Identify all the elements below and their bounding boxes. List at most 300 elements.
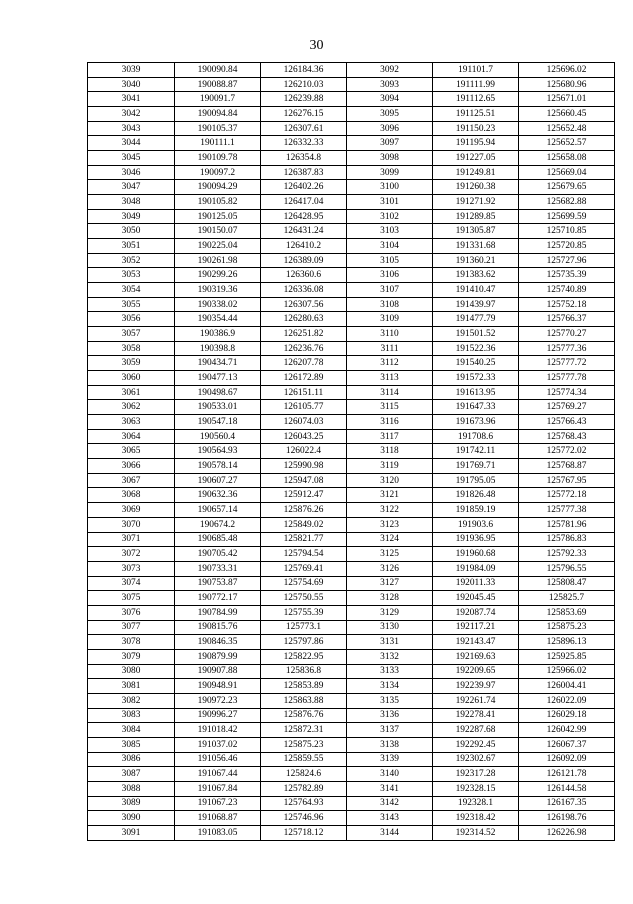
point-number-cell: 3071 [88,532,175,547]
point-number-cell: 3047 [88,180,175,195]
x-coordinate-cell: 191227.05 [433,151,519,166]
x-coordinate-cell: 192328.1 [433,796,519,811]
point-number-cell: 3056 [88,312,175,327]
x-coordinate-cell: 191795.05 [433,473,519,488]
y-coordinate-cell: 126151.11 [261,385,347,400]
x-coordinate-cell: 190088.87 [175,77,261,92]
y-coordinate-cell: 125824.6 [261,767,347,782]
point-number-cell: 3087 [88,767,175,782]
point-number-cell: 3142 [347,796,433,811]
x-coordinate-cell: 191305.87 [433,224,519,239]
x-coordinate-cell: 191477.79 [433,312,519,327]
y-coordinate-cell: 125658.08 [519,151,615,166]
x-coordinate-cell: 191150.23 [433,121,519,136]
point-number-cell: 3070 [88,517,175,532]
point-number-cell: 3063 [88,415,175,430]
x-coordinate-cell: 192045.45 [433,591,519,606]
table-row [88,723,615,738]
point-number-cell: 3072 [88,547,175,562]
table-row [88,297,615,312]
y-coordinate-cell: 126410.2 [261,239,347,254]
point-number-cell: 3045 [88,151,175,166]
coordinates-table-body [88,63,615,841]
y-coordinate-cell: 126092.09 [519,752,615,767]
y-coordinate-cell: 125772.18 [519,488,615,503]
table-row [88,224,615,239]
point-number-cell: 3098 [347,151,433,166]
y-coordinate-cell: 125660.45 [519,107,615,122]
x-coordinate-cell: 191383.62 [433,268,519,283]
table-row [88,781,615,796]
y-coordinate-cell: 125797.86 [261,635,347,650]
x-coordinate-cell: 190091.7 [175,92,261,107]
x-coordinate-cell: 191101.7 [433,63,519,78]
y-coordinate-cell: 126022.09 [519,693,615,708]
table-row [88,92,615,107]
point-number-cell: 3058 [88,341,175,356]
y-coordinate-cell: 126332.33 [261,136,347,151]
table-row [88,635,615,650]
x-coordinate-cell: 190674.2 [175,517,261,532]
x-coordinate-cell: 191360.21 [433,253,519,268]
point-number-cell: 3103 [347,224,433,239]
point-number-cell: 3055 [88,297,175,312]
y-coordinate-cell: 125876.26 [261,503,347,518]
point-number-cell: 3043 [88,121,175,136]
y-coordinate-cell: 126251.82 [261,327,347,342]
point-number-cell: 3141 [347,781,433,796]
y-coordinate-cell: 126172.89 [261,371,347,386]
table-row [88,649,615,664]
y-coordinate-cell: 126389.09 [261,253,347,268]
point-number-cell: 3066 [88,459,175,474]
x-coordinate-cell: 192169.63 [433,649,519,664]
y-coordinate-cell: 125853.69 [519,605,615,620]
point-number-cell: 3118 [347,444,433,459]
point-number-cell: 3120 [347,473,433,488]
point-number-cell: 3089 [88,796,175,811]
y-coordinate-cell: 126144.58 [519,781,615,796]
table-row [88,63,615,78]
x-coordinate-cell: 190354.44 [175,312,261,327]
x-coordinate-cell: 192318.42 [433,811,519,826]
point-number-cell: 3135 [347,693,433,708]
point-number-cell: 3126 [347,561,433,576]
y-coordinate-cell: 125821.77 [261,532,347,547]
table-row [88,341,615,356]
y-coordinate-cell: 126043.25 [261,429,347,444]
y-coordinate-cell: 125682.88 [519,195,615,210]
x-coordinate-cell: 191859.19 [433,503,519,518]
table-row [88,459,615,474]
x-coordinate-cell: 190907.88 [175,664,261,679]
point-number-cell: 3129 [347,605,433,620]
y-coordinate-cell: 125872.31 [261,723,347,738]
y-coordinate-cell: 125875.23 [519,620,615,635]
y-coordinate-cell: 125764.93 [261,796,347,811]
y-coordinate-cell: 126307.61 [261,121,347,136]
point-number-cell: 3127 [347,576,433,591]
x-coordinate-cell: 190434.71 [175,356,261,371]
y-coordinate-cell: 126431.24 [261,224,347,239]
x-coordinate-cell: 191903.6 [433,517,519,532]
point-number-cell: 3061 [88,385,175,400]
y-coordinate-cell: 125777.36 [519,341,615,356]
y-coordinate-cell: 126105.77 [261,400,347,415]
x-coordinate-cell: 191826.48 [433,488,519,503]
point-number-cell: 3136 [347,708,433,723]
y-coordinate-cell: 125699.59 [519,209,615,224]
x-coordinate-cell: 191068.87 [175,811,261,826]
x-coordinate-cell: 191083.05 [175,825,261,840]
point-number-cell: 3062 [88,400,175,415]
table-row [88,107,615,122]
point-number-cell: 3132 [347,649,433,664]
y-coordinate-cell: 125990.98 [261,459,347,474]
table-row [88,429,615,444]
y-coordinate-cell: 125766.43 [519,415,615,430]
point-number-cell: 3069 [88,503,175,518]
y-coordinate-cell: 125849.02 [261,517,347,532]
y-coordinate-cell: 125781.96 [519,517,615,532]
table-row [88,737,615,752]
x-coordinate-cell: 190657.14 [175,503,261,518]
table-row [88,283,615,298]
x-coordinate-cell: 192087.74 [433,605,519,620]
point-number-cell: 3090 [88,811,175,826]
y-coordinate-cell: 125773.1 [261,620,347,635]
table-row [88,209,615,224]
y-coordinate-cell: 125808.47 [519,576,615,591]
y-coordinate-cell: 125754.69 [261,576,347,591]
x-coordinate-cell: 191984.09 [433,561,519,576]
y-coordinate-cell: 125680.96 [519,77,615,92]
x-coordinate-cell: 191249.81 [433,165,519,180]
x-coordinate-cell: 191673.96 [433,415,519,430]
point-number-cell: 3110 [347,327,433,342]
x-coordinate-cell: 191936.95 [433,532,519,547]
x-coordinate-cell: 190299.26 [175,268,261,283]
point-number-cell: 3079 [88,649,175,664]
x-coordinate-cell: 191501.52 [433,327,519,342]
x-coordinate-cell: 190879.99 [175,649,261,664]
y-coordinate-cell: 125669.04 [519,165,615,180]
point-number-cell: 3049 [88,209,175,224]
x-coordinate-cell: 191260.38 [433,180,519,195]
y-coordinate-cell: 125710.85 [519,224,615,239]
y-coordinate-cell: 125825.7 [519,591,615,606]
x-coordinate-cell: 190225.04 [175,239,261,254]
x-coordinate-cell: 190972.23 [175,693,261,708]
y-coordinate-cell: 125770.27 [519,327,615,342]
point-number-cell: 3051 [88,239,175,254]
x-coordinate-cell: 190090.84 [175,63,261,78]
point-number-cell: 3086 [88,752,175,767]
point-number-cell: 3077 [88,620,175,635]
point-number-cell: 3130 [347,620,433,635]
x-coordinate-cell: 190261.98 [175,253,261,268]
x-coordinate-cell: 190753.87 [175,576,261,591]
x-coordinate-cell: 191111.99 [433,77,519,92]
y-coordinate-cell: 125786.83 [519,532,615,547]
point-number-cell: 3125 [347,547,433,562]
y-coordinate-cell: 125859.55 [261,752,347,767]
table-row [88,180,615,195]
x-coordinate-cell: 190547.18 [175,415,261,430]
x-coordinate-cell: 190533.01 [175,400,261,415]
y-coordinate-cell: 125768.87 [519,459,615,474]
x-coordinate-cell: 191112.65 [433,92,519,107]
y-coordinate-cell: 125696.02 [519,63,615,78]
table-row [88,811,615,826]
y-coordinate-cell: 126004.41 [519,679,615,694]
y-coordinate-cell: 126198.76 [519,811,615,826]
y-coordinate-cell: 125727.96 [519,253,615,268]
table-row [88,165,615,180]
x-coordinate-cell: 191067.44 [175,767,261,782]
point-number-cell: 3081 [88,679,175,694]
x-coordinate-cell: 191540.25 [433,356,519,371]
x-coordinate-cell: 190733.31 [175,561,261,576]
point-number-cell: 3104 [347,239,433,254]
table-row [88,664,615,679]
point-number-cell: 3085 [88,737,175,752]
x-coordinate-cell: 190607.27 [175,473,261,488]
y-coordinate-cell: 125853.89 [261,679,347,694]
table-row [88,239,615,254]
x-coordinate-cell: 190398.8 [175,341,261,356]
y-coordinate-cell: 126280.63 [261,312,347,327]
point-number-cell: 3041 [88,92,175,107]
point-number-cell: 3080 [88,664,175,679]
y-coordinate-cell: 126276.15 [261,107,347,122]
y-coordinate-cell: 125720.85 [519,239,615,254]
x-coordinate-cell: 190772.17 [175,591,261,606]
point-number-cell: 3144 [347,825,433,840]
y-coordinate-cell: 125777.72 [519,356,615,371]
point-number-cell: 3122 [347,503,433,518]
y-coordinate-cell: 126417.04 [261,195,347,210]
table-row [88,517,615,532]
x-coordinate-cell: 192011.33 [433,576,519,591]
point-number-cell: 3115 [347,400,433,415]
x-coordinate-cell: 192287.68 [433,723,519,738]
x-coordinate-cell: 191289.85 [433,209,519,224]
y-coordinate-cell: 126067.37 [519,737,615,752]
table-row [88,400,615,415]
y-coordinate-cell: 125740.89 [519,283,615,298]
table-row [88,371,615,386]
point-number-cell: 3076 [88,605,175,620]
table-row [88,825,615,840]
point-number-cell: 3084 [88,723,175,738]
x-coordinate-cell: 192292.45 [433,737,519,752]
y-coordinate-cell: 125774.34 [519,385,615,400]
y-coordinate-cell: 125863.88 [261,693,347,708]
y-coordinate-cell: 125755.39 [261,605,347,620]
point-number-cell: 3101 [347,195,433,210]
table-row [88,561,615,576]
x-coordinate-cell: 190111.1 [175,136,261,151]
y-coordinate-cell: 125652.48 [519,121,615,136]
y-coordinate-cell: 125777.38 [519,503,615,518]
point-number-cell: 3123 [347,517,433,532]
x-coordinate-cell: 191742.11 [433,444,519,459]
x-coordinate-cell: 190996.27 [175,708,261,723]
table-row [88,752,615,767]
x-coordinate-cell: 191708.6 [433,429,519,444]
x-coordinate-cell: 191271.92 [433,195,519,210]
y-coordinate-cell: 126184.36 [261,63,347,78]
y-coordinate-cell: 125769.27 [519,400,615,415]
x-coordinate-cell: 191613.95 [433,385,519,400]
point-number-cell: 3039 [88,63,175,78]
point-number-cell: 3092 [347,63,433,78]
table-row [88,268,615,283]
x-coordinate-cell: 191960.68 [433,547,519,562]
table-row [88,327,615,342]
table-row [88,547,615,562]
x-coordinate-cell: 192117.21 [433,620,519,635]
x-coordinate-cell: 190705.42 [175,547,261,562]
x-coordinate-cell: 191125.51 [433,107,519,122]
y-coordinate-cell: 125772.02 [519,444,615,459]
y-coordinate-cell: 125718.12 [261,825,347,840]
y-coordinate-cell: 125777.78 [519,371,615,386]
table-row [88,679,615,694]
point-number-cell: 3059 [88,356,175,371]
y-coordinate-cell: 125822.95 [261,649,347,664]
point-number-cell: 3088 [88,781,175,796]
point-number-cell: 3133 [347,664,433,679]
x-coordinate-cell: 190094.84 [175,107,261,122]
point-number-cell: 3095 [347,107,433,122]
y-coordinate-cell: 125679.65 [519,180,615,195]
point-number-cell: 3042 [88,107,175,122]
point-number-cell: 3111 [347,341,433,356]
y-coordinate-cell: 125836.8 [261,664,347,679]
point-number-cell: 3137 [347,723,433,738]
y-coordinate-cell: 126307.56 [261,297,347,312]
y-coordinate-cell: 125768.43 [519,429,615,444]
y-coordinate-cell: 126207.78 [261,356,347,371]
point-number-cell: 3105 [347,253,433,268]
y-coordinate-cell: 125947.08 [261,473,347,488]
table-row [88,620,615,635]
point-number-cell: 3131 [347,635,433,650]
x-coordinate-cell: 192261.74 [433,693,519,708]
x-coordinate-cell: 190109.78 [175,151,261,166]
table-row [88,473,615,488]
y-coordinate-cell: 125782.89 [261,781,347,796]
point-number-cell: 3050 [88,224,175,239]
table-row [88,796,615,811]
point-number-cell: 3040 [88,77,175,92]
x-coordinate-cell: 191769.71 [433,459,519,474]
y-coordinate-cell: 126042.99 [519,723,615,738]
point-number-cell: 3060 [88,371,175,386]
table-row [88,121,615,136]
point-number-cell: 3074 [88,576,175,591]
point-number-cell: 3068 [88,488,175,503]
table-row [88,605,615,620]
x-coordinate-cell: 192302.67 [433,752,519,767]
table-row [88,693,615,708]
y-coordinate-cell: 125912.47 [261,488,347,503]
point-number-cell: 3057 [88,327,175,342]
y-coordinate-cell: 125750.55 [261,591,347,606]
x-coordinate-cell: 191037.02 [175,737,261,752]
y-coordinate-cell: 126402.26 [261,180,347,195]
y-coordinate-cell: 125766.37 [519,312,615,327]
point-number-cell: 3065 [88,444,175,459]
point-number-cell: 3114 [347,385,433,400]
point-number-cell: 3099 [347,165,433,180]
point-number-cell: 3075 [88,591,175,606]
y-coordinate-cell: 125796.55 [519,561,615,576]
y-coordinate-cell: 125652.57 [519,136,615,151]
table-row [88,444,615,459]
point-number-cell: 3108 [347,297,433,312]
point-number-cell: 3094 [347,92,433,107]
point-number-cell: 3082 [88,693,175,708]
x-coordinate-cell: 191410.47 [433,283,519,298]
y-coordinate-cell: 125735.39 [519,268,615,283]
point-number-cell: 3054 [88,283,175,298]
y-coordinate-cell: 125896.13 [519,635,615,650]
table-row [88,77,615,92]
x-coordinate-cell: 192209.65 [433,664,519,679]
y-coordinate-cell: 126210.03 [261,77,347,92]
table-row [88,312,615,327]
table-row [88,708,615,723]
y-coordinate-cell: 125752.18 [519,297,615,312]
point-number-cell: 3124 [347,532,433,547]
x-coordinate-cell: 191331.68 [433,239,519,254]
x-coordinate-cell: 190564.93 [175,444,261,459]
table-row [88,151,615,166]
point-number-cell: 3128 [347,591,433,606]
x-coordinate-cell: 190105.82 [175,195,261,210]
table-row [88,488,615,503]
x-coordinate-cell: 190386.9 [175,327,261,342]
point-number-cell: 3119 [347,459,433,474]
y-coordinate-cell: 126022.4 [261,444,347,459]
point-number-cell: 3091 [88,825,175,840]
point-number-cell: 3067 [88,473,175,488]
point-number-cell: 3073 [88,561,175,576]
x-coordinate-cell: 191067.23 [175,796,261,811]
point-number-cell: 3139 [347,752,433,767]
point-number-cell: 3083 [88,708,175,723]
point-number-cell: 3052 [88,253,175,268]
x-coordinate-cell: 192239.97 [433,679,519,694]
table-row [88,576,615,591]
table-row [88,415,615,430]
y-coordinate-cell: 126226.98 [519,825,615,840]
y-coordinate-cell: 126029.18 [519,708,615,723]
point-number-cell: 3093 [347,77,433,92]
point-number-cell: 3109 [347,312,433,327]
y-coordinate-cell: 125875.23 [261,737,347,752]
y-coordinate-cell: 126167.35 [519,796,615,811]
table-row [88,356,615,371]
point-number-cell: 3117 [347,429,433,444]
x-coordinate-cell: 190560.4 [175,429,261,444]
y-coordinate-cell: 126239.88 [261,92,347,107]
y-coordinate-cell: 125769.41 [261,561,347,576]
y-coordinate-cell: 126121.78 [519,767,615,782]
